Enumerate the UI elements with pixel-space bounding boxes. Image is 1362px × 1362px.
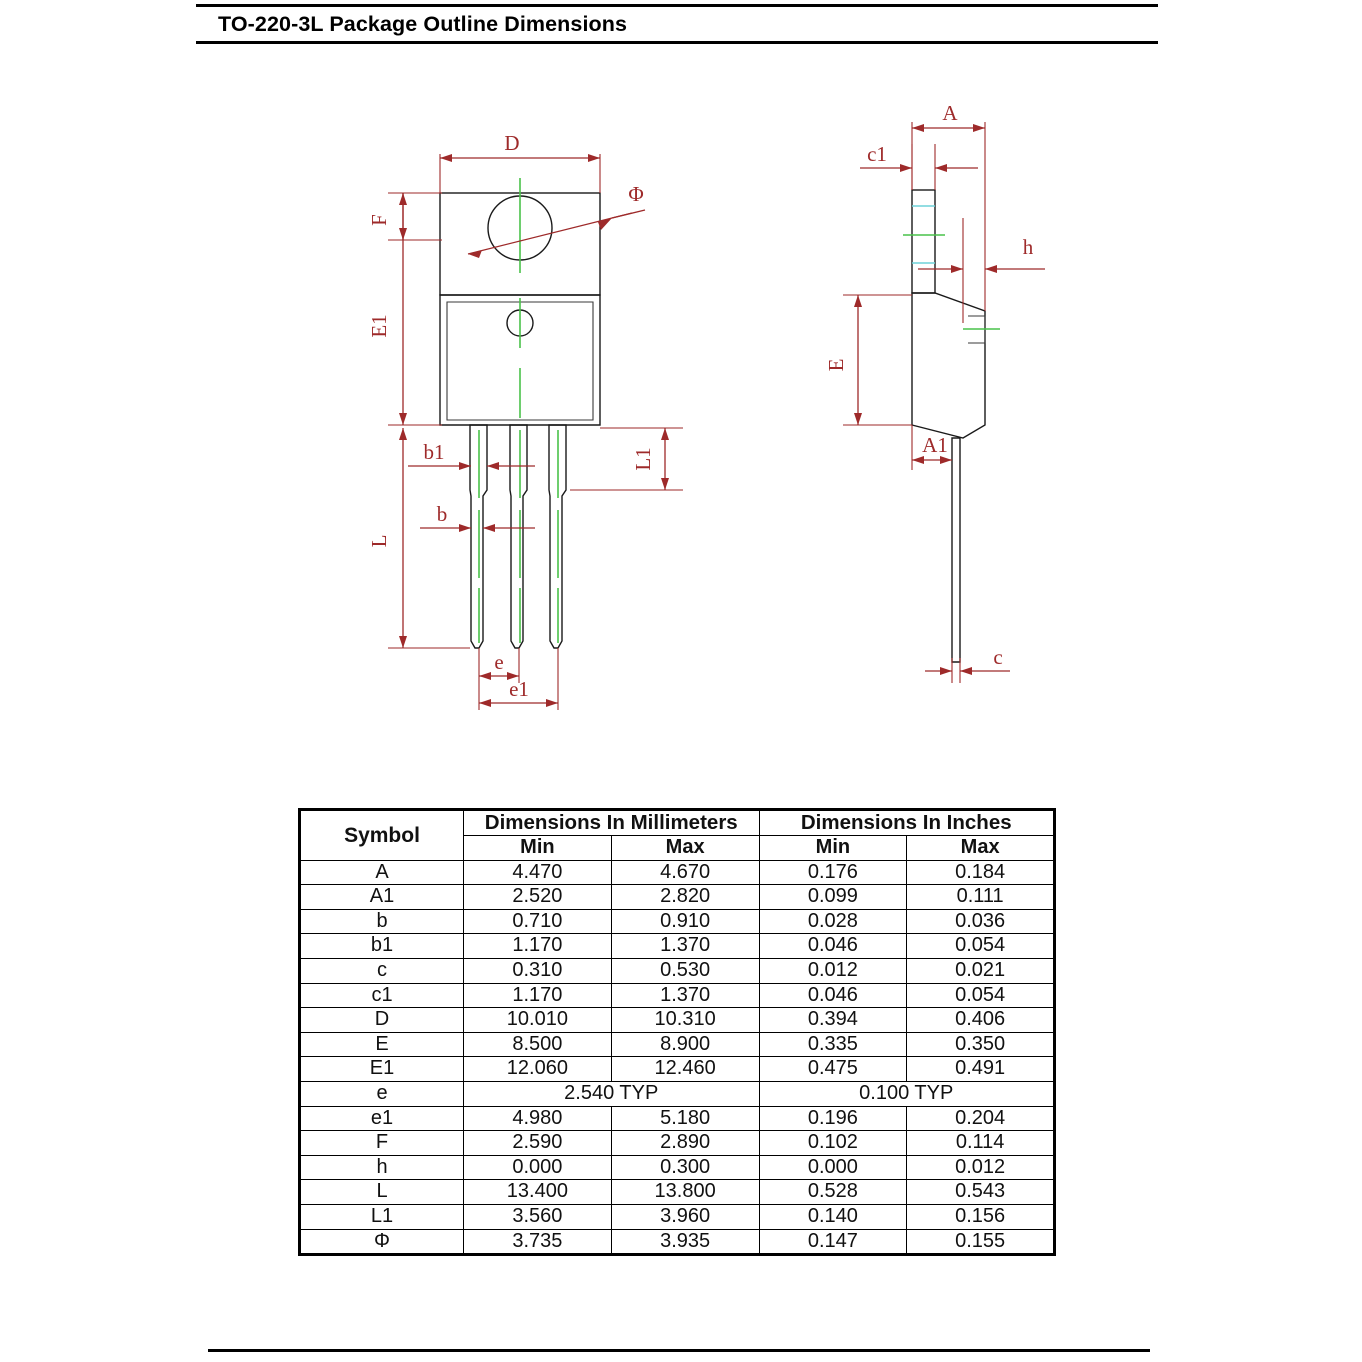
table-row xyxy=(300,1106,1055,1131)
cell-mm-max: 2.890 xyxy=(611,1131,759,1156)
cell-mm-min: 10.010 xyxy=(464,1008,612,1033)
cell-in-min: 0.176 xyxy=(759,860,907,885)
table-row xyxy=(300,1131,1055,1156)
cell-in-max: 0.036 xyxy=(907,909,1055,934)
cell-symbol: A xyxy=(300,860,464,885)
cell-symbol: L1 xyxy=(300,1204,464,1229)
header-in-max: Max xyxy=(907,836,1055,861)
cell-in-min: 0.475 xyxy=(759,1057,907,1082)
cell-mm-min: 1.170 xyxy=(464,983,612,1008)
cell-mm-max: 8.900 xyxy=(611,1032,759,1057)
table-row xyxy=(300,983,1055,1008)
cell-in-typ: 0.100 TYP xyxy=(759,1081,1055,1106)
header-mm-min: Min xyxy=(464,836,612,861)
cell-symbol: c1 xyxy=(300,983,464,1008)
table-row xyxy=(300,934,1055,959)
cell-mm-min: 0.310 xyxy=(464,958,612,983)
header-inches: Dimensions In Inches xyxy=(759,810,1055,836)
dimension-label-b1: b1 xyxy=(423,440,445,464)
dimension-label-L: L xyxy=(367,534,391,548)
dimension-label-e: e xyxy=(494,650,504,674)
cell-mm-max: 2.820 xyxy=(611,885,759,910)
dimension-b xyxy=(420,502,535,532)
side-view xyxy=(824,101,1045,683)
cell-symbol: L xyxy=(300,1180,464,1205)
dimensions-table xyxy=(298,808,1056,1256)
dimension-h xyxy=(918,218,1045,323)
dimension-label-c: c xyxy=(993,645,1003,669)
cell-mm-max: 13.800 xyxy=(611,1180,759,1205)
dimension-F xyxy=(367,193,442,240)
dimension-label-b: b xyxy=(436,502,448,526)
dimension-label-phi: Φ xyxy=(628,182,644,206)
cell-mm-min: 0.000 xyxy=(464,1155,612,1180)
dimensions-table-container xyxy=(298,808,1056,1256)
package-outline-drawing xyxy=(0,58,1362,758)
cell-mm-min: 2.590 xyxy=(464,1131,612,1156)
cell-in-min: 0.394 xyxy=(759,1008,907,1033)
cell-in-max: 0.155 xyxy=(907,1229,1055,1255)
cell-in-max: 0.204 xyxy=(907,1106,1055,1131)
cell-symbol: b xyxy=(300,909,464,934)
cell-in-max: 0.111 xyxy=(907,885,1055,910)
cell-in-min: 0.046 xyxy=(759,983,907,1008)
table-row xyxy=(300,1081,1055,1106)
cell-in-max: 0.184 xyxy=(907,860,1055,885)
cell-mm-min: 8.500 xyxy=(464,1032,612,1057)
cell-mm-min: 0.710 xyxy=(464,909,612,934)
cell-mm-min: 1.170 xyxy=(464,934,612,959)
cell-symbol: h xyxy=(300,1155,464,1180)
header-symbol: Symbol xyxy=(300,810,464,861)
cell-in-min: 0.528 xyxy=(759,1180,907,1205)
cell-mm-min: 13.400 xyxy=(464,1180,612,1205)
table-row xyxy=(300,1204,1055,1229)
cell-mm-min: 3.735 xyxy=(464,1229,612,1255)
cell-mm-min: 4.980 xyxy=(464,1106,612,1131)
cell-in-min: 0.147 xyxy=(759,1229,907,1255)
dimension-label-E1: E1 xyxy=(367,314,391,338)
cell-symbol: e1 xyxy=(300,1106,464,1131)
table-header xyxy=(300,810,1055,861)
dimension-E xyxy=(824,295,912,425)
cell-mm-min: 4.470 xyxy=(464,860,612,885)
cell-mm-max: 10.310 xyxy=(611,1008,759,1033)
dimension-label-E: E xyxy=(824,358,848,372)
cell-symbol: A1 xyxy=(300,885,464,910)
table-row xyxy=(300,1057,1055,1082)
cell-in-min: 0.000 xyxy=(759,1155,907,1180)
cell-in-max: 0.012 xyxy=(907,1155,1055,1180)
cell-mm-max: 12.460 xyxy=(611,1057,759,1082)
cell-in-max: 0.114 xyxy=(907,1131,1055,1156)
cell-symbol: F xyxy=(300,1131,464,1156)
page-header xyxy=(196,4,1158,44)
header-millimeters: Dimensions In Millimeters xyxy=(464,810,760,836)
table-row xyxy=(300,885,1055,910)
dimension-c1 xyxy=(860,142,978,190)
cell-in-max: 0.054 xyxy=(907,934,1055,959)
front-view xyxy=(367,131,683,710)
cell-mm-max: 0.910 xyxy=(611,909,759,934)
cell-in-min: 0.102 xyxy=(759,1131,907,1156)
header-rule-bottom xyxy=(196,41,1158,44)
cell-in-max: 0.406 xyxy=(907,1008,1055,1033)
cell-mm-max: 3.960 xyxy=(611,1204,759,1229)
cell-in-max: 0.543 xyxy=(907,1180,1055,1205)
cell-in-min: 0.140 xyxy=(759,1204,907,1229)
table-row xyxy=(300,1180,1055,1205)
cell-in-max: 0.491 xyxy=(907,1057,1055,1082)
dimension-label-A: A xyxy=(942,101,958,125)
cell-mm-min: 3.560 xyxy=(464,1204,612,1229)
cell-mm-max: 0.530 xyxy=(611,958,759,983)
dimension-L xyxy=(367,428,470,648)
dimension-label-c1: c1 xyxy=(867,142,887,166)
cell-in-min: 0.099 xyxy=(759,885,907,910)
dimension-c xyxy=(925,645,1010,683)
cell-mm-min: 12.060 xyxy=(464,1057,612,1082)
footer-rule xyxy=(208,1349,1150,1352)
cell-mm-max: 3.935 xyxy=(611,1229,759,1255)
table-row xyxy=(300,1155,1055,1180)
dimension-b1 xyxy=(408,440,535,470)
table-row xyxy=(300,909,1055,934)
cell-symbol: b1 xyxy=(300,934,464,959)
cell-symbol: D xyxy=(300,1008,464,1033)
table-header-row-group xyxy=(300,810,1055,836)
dimension-label-h: h xyxy=(1022,235,1034,259)
cell-in-max: 0.021 xyxy=(907,958,1055,983)
dimension-E1 xyxy=(367,193,442,425)
cell-in-max: 0.156 xyxy=(907,1204,1055,1229)
header-mm-max: Max xyxy=(611,836,759,861)
dimension-label-F: F xyxy=(367,214,391,226)
cell-in-max: 0.054 xyxy=(907,983,1055,1008)
table-row xyxy=(300,1008,1055,1033)
page-title: TO-220-3L Package Outline Dimensions xyxy=(218,12,628,36)
cell-mm-max: 5.180 xyxy=(611,1106,759,1131)
cell-in-min: 0.335 xyxy=(759,1032,907,1057)
cell-in-min: 0.196 xyxy=(759,1106,907,1131)
header-in-min: Min xyxy=(759,836,907,861)
cell-mm-max: 0.300 xyxy=(611,1155,759,1180)
cell-symbol: Φ xyxy=(300,1229,464,1255)
table-body xyxy=(300,860,1055,1255)
dimension-label-e1: e1 xyxy=(509,677,529,701)
table-row xyxy=(300,1032,1055,1057)
cell-symbol: e xyxy=(300,1081,464,1106)
cell-in-max: 0.350 xyxy=(907,1032,1055,1057)
cell-mm-max: 1.370 xyxy=(611,983,759,1008)
dimension-label-D: D xyxy=(504,131,520,155)
cell-in-min: 0.046 xyxy=(759,934,907,959)
cell-symbol: E1 xyxy=(300,1057,464,1082)
table-row xyxy=(300,860,1055,885)
cell-mm-max: 4.670 xyxy=(611,860,759,885)
cell-mm-typ: 2.540 TYP xyxy=(464,1081,760,1106)
dimension-label-L1: L1 xyxy=(631,447,655,471)
dimension-L1 xyxy=(570,428,683,490)
cell-symbol: E xyxy=(300,1032,464,1057)
cell-mm-min: 2.520 xyxy=(464,885,612,910)
table-row xyxy=(300,958,1055,983)
cell-in-min: 0.012 xyxy=(759,958,907,983)
cell-in-min: 0.028 xyxy=(759,909,907,934)
table-row xyxy=(300,1229,1055,1255)
cell-symbol: c xyxy=(300,958,464,983)
dimension-A1 xyxy=(912,425,952,470)
cell-mm-max: 1.370 xyxy=(611,934,759,959)
dimension-label-A1: A1 xyxy=(922,433,948,457)
